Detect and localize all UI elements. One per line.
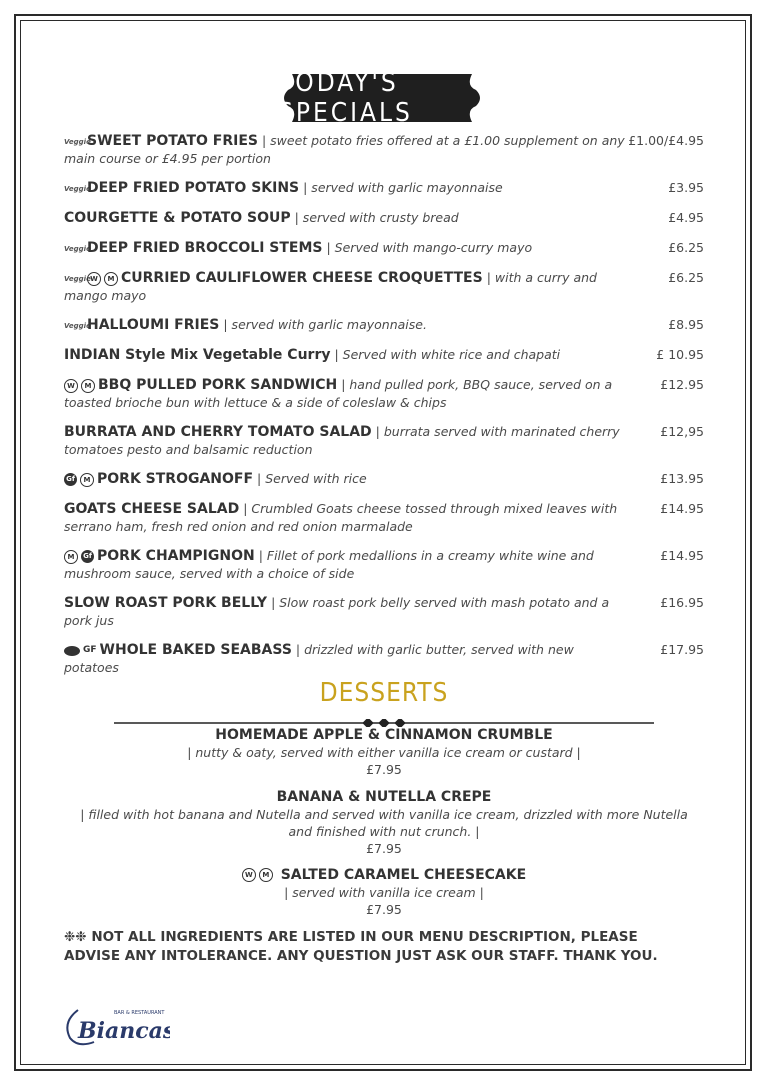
dessert-desc: | nutty & oaty, served with either vanilla ice cream or custard | <box>187 745 581 760</box>
special-item <box>64 132 704 167</box>
allergen-notice: ❉❉ NOT ALL INGREDIENTS ARE LISTED IN OUR MENU DESCRIPTION, PLEASE ADVISE ANY INTOLERANCE. ANY QUESTION JUST ASK OUR STAFF. THANK YOU. <box>64 929 658 964</box>
dessert-desc: | served with vanilla ice cream | <box>284 885 484 900</box>
item-desc: | Slow roast pork belly served with mash potato and a pork jus <box>64 595 610 628</box>
item-desc: | Crumbled Goats cheese tossed through mixed leaves with serrano ham, fresh red onion and red onion marmalade <box>64 501 618 534</box>
item-name: DEEP FRIED BROCCOLI STEMS <box>87 240 323 256</box>
svg-text:BAR & RESTAURANT: BAR & RESTAURANT <box>114 1010 165 1016</box>
dessert-name: HOMEMADE APPLE & CINNAMON CRUMBLE <box>215 727 553 743</box>
dessert-name: BANANA & NUTELLA CREPE <box>276 789 492 805</box>
item-name: COURGETTE & POTATO SOUP <box>64 210 291 226</box>
wheat-icon: W <box>242 868 256 882</box>
special-item <box>64 239 704 257</box>
special-item <box>64 500 704 535</box>
item-desc: | sweet potato fries offered at a £1.00 supplement on any main course or £4.95 per portion <box>64 133 625 166</box>
item-desc: | Served with rice <box>257 471 367 486</box>
item-price: £14.95 <box>660 501 704 516</box>
item-price: £4.95 <box>668 210 704 225</box>
dessert-price: £7.95 <box>366 841 402 856</box>
special-item <box>64 209 704 227</box>
item-price: £ 10.95 <box>656 347 704 362</box>
desserts-divider <box>114 719 654 727</box>
item-name: DEEP FRIED POTATO SKINS <box>87 180 300 196</box>
item-desc: | served with garlic mayonnaise <box>303 180 503 195</box>
special-item <box>64 376 704 411</box>
gf-icon: Gf <box>64 473 77 486</box>
item-name: INDIAN Style Mix Vegetable Curry <box>64 347 331 363</box>
item-price: £16.95 <box>660 595 704 610</box>
gftext-icon: GF <box>83 645 97 655</box>
milk-icon: M <box>259 868 273 882</box>
special-item <box>64 470 704 488</box>
item-name: HALLOUMI FRIES <box>87 317 220 333</box>
veggie-icon: Veggie <box>64 184 91 193</box>
dessert-desc: | filled with hot banana and Nutella and served with vanilla ice cream, drizzled with more Nutella and finished with nut crunch. | <box>80 807 688 839</box>
item-price: £1.00/£4.95 <box>628 133 704 148</box>
dessert-price: £7.95 <box>366 762 402 777</box>
item-name: WHOLE BAKED SEABASS <box>99 642 292 658</box>
fish-icon <box>64 646 80 656</box>
item-price: £13.95 <box>660 471 704 486</box>
item-price: £6.25 <box>668 240 704 255</box>
item-name: CURRIED CAULIFLOWER CHEESE CROQUETTES <box>121 270 483 286</box>
special-item <box>64 423 704 458</box>
item-name: BURRATA AND CHERRY TOMATO SALAD <box>64 424 372 440</box>
dessert-name: SALTED CARAMEL CHEESECAKE <box>280 867 527 883</box>
milk-icon: M <box>64 550 78 564</box>
gf-icon: Gf <box>81 550 94 563</box>
dessert-item <box>64 867 704 918</box>
item-price: £12.95 <box>660 377 704 392</box>
item-price: £14.95 <box>660 548 704 563</box>
dessert-price: £7.95 <box>366 902 402 917</box>
special-item <box>64 316 704 334</box>
item-desc: | served with garlic mayonnaise. <box>223 317 427 332</box>
item-price: £3.95 <box>668 180 704 195</box>
item-desc: | Fillet of pork medallions in a creamy white wine and mushroom sauce, served with a choice of side <box>64 548 594 581</box>
item-desc: | drizzled with garlic butter, served with new potatoes <box>64 642 574 675</box>
veggie-icon: Veggie <box>64 321 91 330</box>
item-price: £8.95 <box>668 317 704 332</box>
special-item <box>64 269 704 304</box>
item-desc: | with a curry and mango mayo <box>64 270 597 303</box>
milk-icon: M <box>104 272 118 286</box>
special-item <box>64 641 704 676</box>
special-item <box>64 594 704 629</box>
item-desc: | served with crusty bread <box>294 210 459 225</box>
veggie-icon: Veggie <box>64 244 91 253</box>
item-desc: | hand pulled pork, BBQ sauce, served on a toasted brioche bun with lettuce & a side of coleslaw & chips <box>64 377 613 410</box>
item-desc: | burrata served with marinated cherry tomatoes pesto and balsamic reduction <box>64 424 620 457</box>
veggie-icon: Veggie <box>64 137 91 146</box>
item-name: BBQ PULLED PORK SANDWICH <box>98 377 338 393</box>
veggie-icon: Veggie <box>64 274 91 283</box>
wheat-icon: W <box>87 272 101 286</box>
special-item <box>64 179 704 197</box>
svg-text:Biancas: Biancas <box>78 1018 170 1044</box>
item-price: £6.25 <box>668 270 704 285</box>
item-price: £17.95 <box>660 642 704 657</box>
dessert-name-row <box>64 867 704 884</box>
logo-graphic <box>60 1002 170 1052</box>
item-price: £12,95 <box>660 424 704 439</box>
page-title: TODAY'S SPECIALS <box>278 68 413 128</box>
item-desc: | Served with white rice and chapati <box>334 347 561 362</box>
specials-banner <box>278 70 486 126</box>
specials-list <box>64 132 704 688</box>
dessert-item <box>64 727 704 778</box>
milk-icon: M <box>81 379 95 393</box>
desserts-title: DESSERTS <box>319 678 449 708</box>
special-item <box>64 547 704 582</box>
item-name: SWEET POTATO FRIES <box>87 133 258 149</box>
item-name: PORK CHAMPIGNON <box>97 548 255 564</box>
restaurant-logo <box>60 1002 170 1052</box>
wheat-icon: W <box>64 379 78 393</box>
item-name: PORK STROGANOFF <box>97 471 254 487</box>
item-name: GOATS CHEESE SALAD <box>64 501 240 517</box>
item-desc: | Served with mango-curry mayo <box>326 240 533 255</box>
special-item <box>64 346 704 364</box>
item-name: SLOW ROAST PORK BELLY <box>64 595 268 611</box>
dessert-item <box>64 789 704 857</box>
milk-icon: M <box>80 473 94 487</box>
